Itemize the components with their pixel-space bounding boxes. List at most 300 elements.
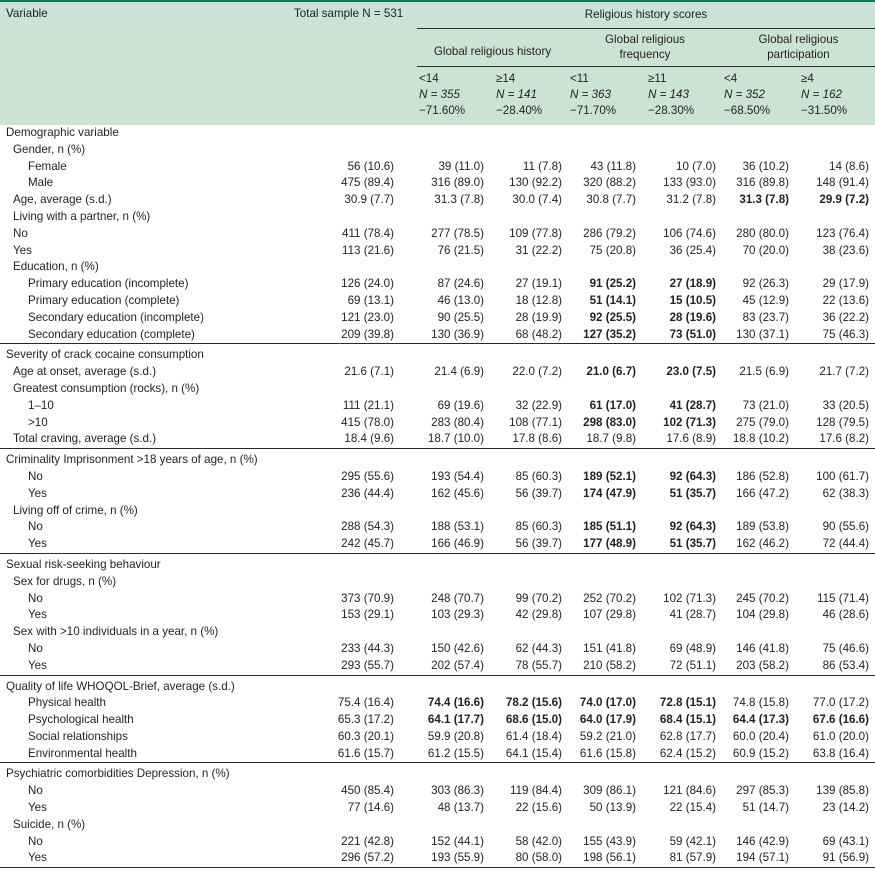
score-cell-col2: 68 (48.2) [515,327,562,341]
score-cell-col4 [646,449,722,469]
header-religious-scores: Religious history scores [417,2,875,29]
score-cell-col4: 36 (25.4) [669,243,716,257]
total-sample-cell [290,344,417,364]
score-cell-col5: 31.3 (7.8) [739,193,789,207]
total-sample-cell [290,142,417,159]
row-label: Sexual risk-seeking behaviour [0,553,290,573]
subheader-frequency-line2: frequency [619,48,671,61]
table-header [0,2,875,125]
score-cell-col6 [799,763,875,783]
score-cell-col5 [722,449,799,469]
score-cell-col2: 109 (77.8) [509,226,562,240]
score-cell-col1: 39 (11.0) [438,159,484,173]
table-row [0,175,875,192]
score-cell-col6: 72 (44.4) [822,537,869,551]
column-header-pct: −28.30% [648,104,695,117]
score-cell-col3: 61.6 (15.8) [579,746,636,760]
row-label: Age, average (s.d.) [13,193,112,207]
column-header-pct: −71.70% [570,104,617,117]
total-sample-cell [290,574,417,591]
column-header-pct: −71.60% [419,104,466,117]
score-cell-col2: 42 (29.8) [515,608,562,622]
table-row [0,159,875,176]
score-cell-col2: 61.4 (18.4) [505,729,562,743]
score-cell-col5: 316 (89.8) [736,176,789,190]
score-cell-col1: 277 (78.5) [431,226,484,240]
score-cell-col4 [646,817,722,834]
row-label: Suicide, n (%) [13,817,86,831]
score-cell-col5 [722,574,799,591]
score-cell-col3 [568,142,646,159]
score-cell-col4: 41 (28.7) [669,398,716,412]
score-cell-col5 [722,624,799,641]
score-cell-col1 [417,553,494,573]
section-header-row [0,553,875,573]
score-cell-col2: 78 (55.7) [515,658,562,672]
table-row [0,712,875,729]
column-header-5 [722,67,799,126]
subheader-participation-line1: Global religious [758,33,839,46]
score-cell-col2 [494,449,568,469]
score-cell-col6: 75 (46.3) [822,327,869,341]
total-sample-cell: 56 (10.6) [347,159,394,173]
row-label: Total craving, average (s.d.) [13,432,157,446]
table-row [0,850,875,867]
score-cell-col4: 10 (7.0) [676,159,716,173]
score-cell-col4: 72 (51.1) [669,658,716,672]
score-cell-col3: 252 (70.2) [583,591,636,605]
column-header-cut: <11 [570,72,589,85]
score-cell-col2 [494,142,568,159]
row-label: No [28,469,43,483]
table-row [0,591,875,608]
score-cell-col1: 64.1 (17.7) [427,713,484,727]
score-cell-col3 [568,259,646,276]
score-cell-col4 [646,381,722,398]
score-cell-col1 [417,503,494,520]
score-cell-col1: 69 (19.6) [437,398,484,412]
score-cell-col3: 50 (13.9) [589,801,636,815]
score-cell-col3: 174 (47.9) [583,486,636,500]
score-cell-col6: 67.6 (16.6) [812,713,869,727]
score-cell-col4 [646,574,722,591]
score-cell-col4: 102 (71.3) [663,415,716,429]
score-cell-col1: 166 (46.9) [431,537,484,551]
score-cell-col2: 62 (44.3) [515,641,562,655]
score-cell-col1: 31.3 (7.8) [434,193,484,207]
total-sample-cell: 411 (78.4) [342,226,394,240]
section-header-row [0,344,875,364]
column-header-n: N = 143 [648,88,689,101]
score-cell-col6: 63.8 (16.4) [812,746,869,760]
score-cell-col2 [494,624,568,641]
score-cell-col5: 64.4 (17.3) [732,713,789,727]
score-cell-col1 [417,763,494,783]
score-cell-col4 [646,553,722,573]
table-row [0,536,875,553]
score-cell-col4 [646,503,722,520]
score-cell-col1: 61.2 (15.5) [427,746,484,760]
column-header-cut: <4 [724,72,738,85]
row-label: Female [28,159,67,173]
table-row [0,192,875,209]
score-cell-col5: 146 (42.9) [736,834,789,848]
score-cell-col5: 51 (14.7) [742,801,789,815]
score-cell-col2: 30.0 (7.4) [512,193,562,207]
subheader-global-religious-participation [722,29,875,67]
row-label: Yes [13,243,32,257]
score-cell-col2: 56 (39.7) [515,486,562,500]
score-cell-col1 [417,209,494,226]
results-table-container [0,2,875,868]
score-cell-col6: 115 (71.4) [817,591,869,605]
row-label: Age at onset, average (s.d.) [13,365,157,379]
score-cell-col4: 92 (64.3) [669,469,716,483]
score-cell-col6: 29.9 (7.2) [819,193,869,207]
row-label: Yes [0,850,290,867]
score-cell-col1: 193 (55.9) [417,850,494,867]
score-cell-col2 [494,209,568,226]
row-label: Psychiatric comorbidities Depression, n (%) [0,763,290,783]
row-label: Yes [28,537,47,551]
score-cell-col6 [799,259,875,276]
score-cell-col4: 51 (35.7) [669,537,716,551]
total-sample-cell: 60.3 (20.1) [337,729,394,743]
score-cell-col4: 102 (71.3) [663,591,716,605]
score-cell-col4: 62.4 (15.2) [659,746,716,760]
score-cell-col1 [417,449,494,469]
score-cell-col1: 59.9 (20.8) [427,729,484,743]
score-cell-col2: 78.2 (15.6) [505,696,562,710]
column-header-3 [568,67,646,126]
score-cell-col2: 80 (58.0) [494,850,568,867]
total-sample-cell: 296 (57.2) [290,850,417,867]
table-row [0,658,875,675]
score-cell-col2: 11 (7.8) [522,159,562,173]
table-row [0,142,875,159]
score-cell-col5: 70 (20.0) [742,243,789,257]
total-sample-cell: 288 (54.3) [341,520,394,534]
score-cell-col5 [722,209,799,226]
score-cell-col6: 69 (43.1) [822,834,869,848]
score-cell-col3: 198 (56.1) [568,850,646,867]
table-row [0,486,875,503]
score-cell-col1: 21.4 (6.9) [434,365,484,379]
score-cell-col4: 28 (19.6) [669,310,716,324]
score-cell-col3: 91 (25.2) [589,277,636,291]
total-sample-cell: 126 (24.0) [341,277,394,291]
score-cell-col6: 23 (14.2) [822,801,869,815]
score-cell-col1: 303 (86.3) [431,784,484,798]
table-row [0,624,875,641]
score-cell-col3: 64.0 (17.9) [579,713,636,727]
score-cell-col6: 21.7 (7.2) [819,365,869,379]
score-cell-col6 [799,503,875,520]
score-cell-col2: 22 (15.6) [515,801,562,815]
table-row [0,209,875,226]
total-sample-cell: 450 (85.4) [341,784,394,798]
score-cell-col6 [799,553,875,573]
score-cell-col5 [722,503,799,520]
row-label: Sex with >10 individuals in a year, n (%) [13,625,219,639]
score-cell-col4 [646,209,722,226]
table-row [0,503,875,520]
total-sample-cell: 475 (89.4) [341,176,394,190]
score-cell-col5: 60.0 (20.4) [732,729,789,743]
score-cell-col2: 58 (42.0) [515,834,562,848]
score-cell-col6 [799,381,875,398]
total-sample-cell [290,817,417,834]
table-row [0,783,875,800]
score-cell-col3 [568,449,646,469]
score-cell-col4 [646,142,722,159]
column-header-n: N = 355 [419,88,460,101]
score-cell-col5: 21.5 (6.9) [739,365,789,379]
subheader-frequency-line1: Global religious [605,33,685,46]
score-cell-col4: 27 (18.9) [669,277,716,291]
score-cell-col3: 59.2 (21.0) [579,729,636,743]
row-label: No [13,226,28,240]
score-cell-col5: 186 (52.8) [736,469,789,483]
score-cell-col5: 92 (26.3) [742,277,789,291]
score-cell-col1 [417,624,494,641]
score-cell-col2 [494,553,568,573]
score-cell-col3: 75 (20.8) [589,243,636,257]
row-label: Secondary education (complete) [28,327,195,341]
row-label: Severity of crack cocaine consumption [0,344,290,364]
score-cell-col2 [494,574,568,591]
score-cell-col5: 130 (37.1) [736,327,789,341]
column-header-1 [417,67,494,126]
score-cell-col2: 99 (70.2) [515,591,562,605]
score-cell-col4 [646,259,722,276]
score-cell-col1: 76 (21.5) [437,243,484,257]
table-row [0,834,875,851]
column-header-2 [494,67,568,126]
score-cell-col5: 146 (41.8) [736,641,789,655]
score-cell-col2: 85 (60.3) [515,469,562,483]
section-header-row [0,449,875,469]
column-header-cut: ≥14 [496,72,516,85]
score-cell-col6: 36 (22.2) [822,310,869,324]
score-cell-col5: 275 (79.0) [736,415,789,429]
total-sample-cell: 295 (55.6) [341,469,394,483]
score-cell-col3: 18.7 (9.8) [586,432,636,446]
table-row [0,817,875,834]
row-label: Demographic variable [6,126,119,139]
score-cell-col1 [417,259,494,276]
score-cell-col2: 31 (22.2) [515,243,562,257]
row-label: Secondary education (incomplete) [28,310,204,324]
score-cell-col2: 28 (19.9) [515,310,562,324]
score-cell-col4 [646,125,722,142]
score-cell-col3 [568,553,646,573]
score-cell-col2: 85 (60.3) [515,520,562,534]
score-cell-col1 [417,125,494,142]
row-label: Male [28,176,54,190]
score-cell-col5 [722,344,799,364]
score-cell-col6 [799,624,875,641]
score-cell-col6: 100 (61.7) [816,469,869,483]
row-label: Physical health [28,696,106,710]
score-cell-col1: 46 (13.0) [437,293,484,307]
score-cell-col2: 64.1 (15.4) [505,746,562,760]
score-cell-col3: 286 (79.2) [583,226,636,240]
score-cell-col4: 15 (10.5) [669,293,716,307]
row-label: Psychological health [28,713,134,727]
total-sample-cell: 111 (21.1) [342,398,394,412]
score-cell-col4 [646,344,722,364]
score-cell-col2: 27 (19.1) [515,277,562,291]
table-row [0,364,875,381]
table-row [0,310,875,327]
column-header-4 [646,67,722,126]
score-cell-col2 [494,503,568,520]
score-cell-col5: 18.8 (10.2) [732,432,789,446]
score-cell-col4: 81 (57.9) [646,850,722,867]
score-cell-col2: 68.6 (15.0) [505,713,562,727]
score-cell-col1 [417,142,494,159]
score-cell-col6: 14 (8.6) [829,159,869,173]
score-cell-col4 [646,675,722,695]
score-cell-col6: 33 (20.5) [822,398,869,412]
score-cell-col1: 162 (45.6) [431,486,484,500]
score-cell-col1 [417,675,494,695]
score-cell-col5: 60.9 (15.2) [732,746,789,760]
score-cell-col3 [568,344,646,364]
total-sample-cell: 61.6 (15.7) [337,746,394,760]
score-cell-col3: 189 (52.1) [583,469,636,483]
score-cell-col6: 62 (38.3) [822,486,869,500]
score-cell-col4: 59 (42.1) [669,834,716,848]
table-row [0,381,875,398]
score-cell-col5: 45 (12.9) [742,293,789,307]
score-cell-col5: 162 (46.2) [736,537,789,551]
score-cell-col6: 139 (85.8) [816,784,869,798]
score-cell-col6: 29 (17.9) [822,277,869,291]
row-label: Yes [28,658,47,672]
score-cell-col3: 155 (43.9) [583,834,636,848]
row-label: Greatest consumption (rocks), n (%) [13,381,200,395]
row-label: Yes [28,801,47,815]
score-cell-col6: 77.0 (17.2) [812,696,869,710]
total-sample-cell [290,125,417,142]
score-cell-col1: 90 (25.5) [437,310,484,324]
score-cell-col6 [799,142,875,159]
score-cell-col3: 177 (48.9) [583,537,636,551]
score-cell-col1 [417,574,494,591]
score-cell-col5: 203 (58.2) [736,658,789,672]
score-cell-col3 [568,763,646,783]
score-cell-col3 [568,574,646,591]
subheader-global-religious-frequency [568,29,722,67]
score-cell-col6 [799,574,875,591]
score-cell-col6: 128 (79.5) [816,415,869,429]
score-cell-col3: 185 (51.1) [583,520,636,534]
score-cell-col5 [722,817,799,834]
table-row [0,574,875,591]
score-cell-col3 [568,381,646,398]
score-cell-col2 [494,381,568,398]
subheader-global-religious-history: Global religious history [417,29,568,67]
column-header-pct: −68.50% [724,104,771,117]
column-header-cut: ≥4 [801,72,814,85]
score-cell-col6 [799,817,875,834]
score-cell-col4: 62.8 (17.7) [659,729,716,743]
score-cell-col3 [568,624,646,641]
religious-history-table [0,2,875,868]
score-cell-col4: 73 (51.0) [669,327,716,341]
score-cell-col6: 22 (13.6) [822,293,869,307]
score-cell-col5: 280 (80.0) [736,226,789,240]
score-cell-col3: 210 (58.2) [583,658,636,672]
section-header-row [0,675,875,695]
score-cell-col1: 87 (24.6) [437,277,484,291]
score-cell-col3 [568,209,646,226]
total-sample-cell: 113 (21.6) [342,243,394,257]
row-label: Criminality Imprisonment >18 years of age, n (%) [0,449,290,469]
score-cell-col1: 188 (53.1) [431,520,484,534]
table-row [0,415,875,432]
score-cell-col5: 194 (57.1) [722,850,799,867]
score-cell-col2 [494,817,568,834]
score-cell-col6: 148 (91.4) [816,176,869,190]
score-cell-col3: 30.8 (7.7) [586,193,636,207]
score-cell-col1: 193 (54.4) [431,469,484,483]
column-header-cut: ≥11 [648,72,667,85]
score-cell-col2: 130 (92.2) [509,176,562,190]
score-cell-col5: 297 (85.3) [736,784,789,798]
score-cell-col6: 123 (76.4) [816,226,869,240]
score-cell-col6: 86 (53.4) [822,658,869,672]
score-cell-col6 [799,125,875,142]
row-label: Quality of life WHOQOL-Brief, average (s.d.) [0,675,290,695]
table-body [0,125,875,868]
score-cell-col2: 108 (77.1) [509,415,562,429]
column-header-n: N = 363 [570,88,611,101]
score-cell-col1 [417,817,494,834]
column-header-pct: −31.50% [801,104,848,117]
total-sample-cell: 69 (13.1) [347,293,394,307]
score-cell-col1 [417,381,494,398]
score-cell-col4: 106 (74.6) [663,226,716,240]
row-label: Gender, n (%) [13,142,86,156]
score-cell-col5 [722,763,799,783]
score-cell-col4: 68.4 (15.1) [659,713,716,727]
score-cell-col1: 152 (44.1) [431,834,484,848]
table-row [0,746,875,763]
table-row [0,398,875,415]
section-header-row [0,763,875,783]
total-sample-cell: 21.6 (7.1) [344,365,394,379]
column-header-cut: <14 [419,72,439,85]
row-label: Primary education (incomplete) [28,277,189,291]
score-cell-col1: 103 (29.3) [431,608,484,622]
score-cell-col3: 320 (88.2) [583,176,636,190]
score-cell-col2: 32 (22.9) [515,398,562,412]
score-cell-col5: 189 (53.8) [736,520,789,534]
score-cell-col3 [568,125,646,142]
subheader-participation-line2: participation [767,48,830,61]
total-sample-cell: 65.3 (17.2) [337,713,394,727]
score-cell-col5 [722,553,799,573]
column-header-n: N = 352 [724,88,765,101]
score-cell-col3: 92 (25.5) [589,310,636,324]
column-header-pct: −28.40% [496,104,543,117]
total-sample-cell: 415 (78.0) [341,415,394,429]
score-cell-col1: 150 (42.6) [431,641,484,655]
row-label: Living off of crime, n (%) [13,503,138,517]
